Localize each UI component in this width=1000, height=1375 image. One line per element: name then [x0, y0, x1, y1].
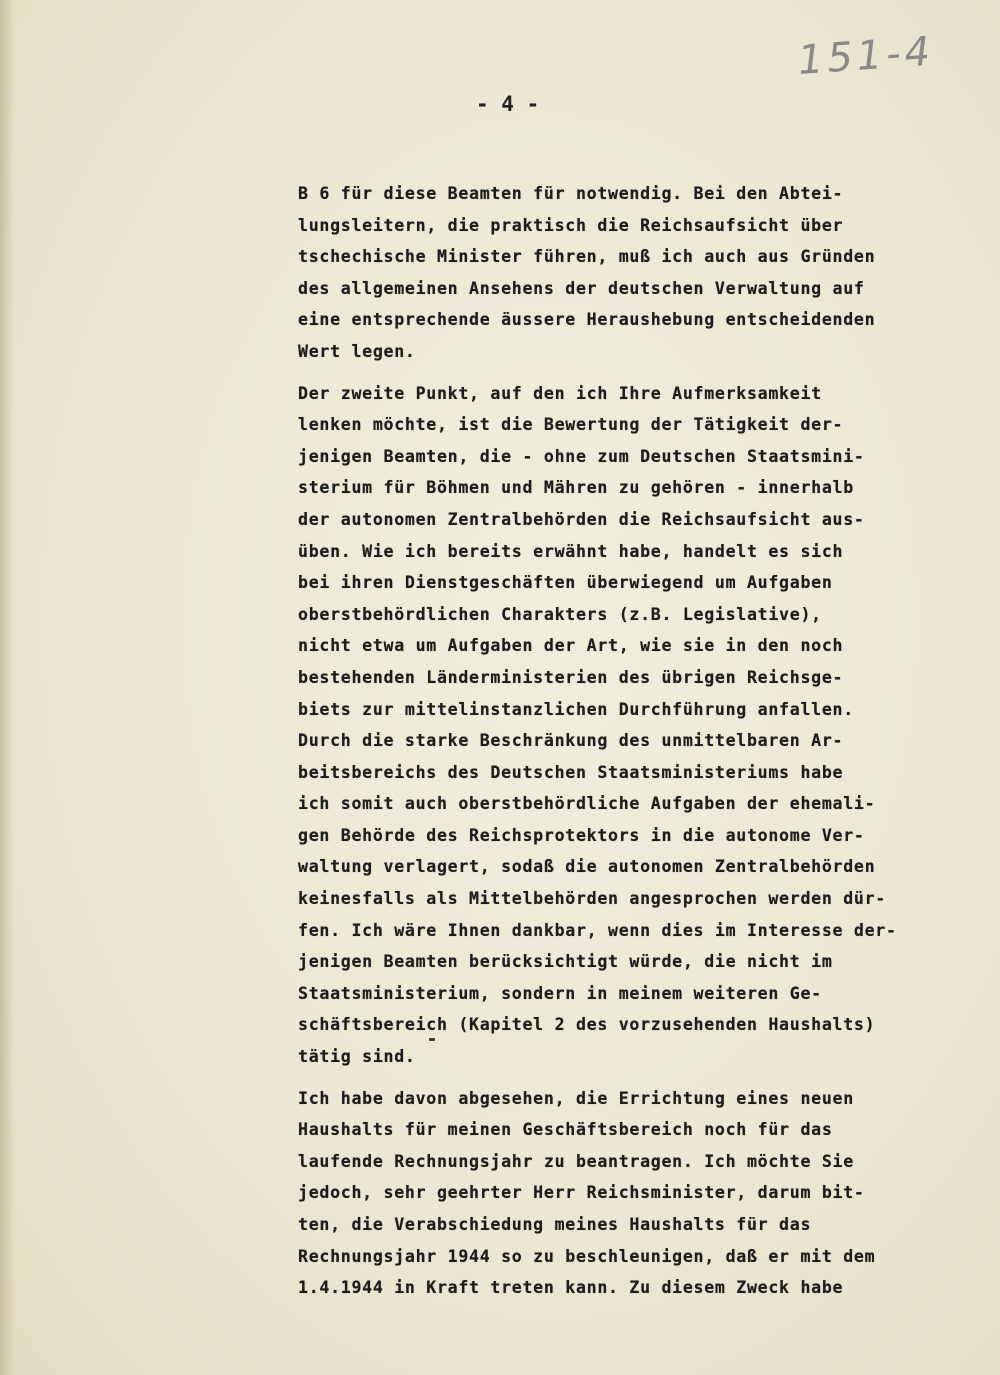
text-line: keinesfalls als Mittelbehörden angesprochen werden dür- — [298, 889, 886, 909]
text-line: der autonomen Zentralbehörden die Reichsaufsicht aus- — [298, 509, 865, 529]
text-line: Staatsministerium, sondern in meinem weiteren Ge- — [298, 983, 822, 1003]
text-line: beitsbereichs des Deutschen Staatsministeriums habe — [298, 762, 844, 782]
text-line: jedoch, sehr geehrter Herr Reichsminister, darum bit- — [298, 1183, 865, 1203]
text-line: Wert legen. — [298, 341, 416, 361]
text-line: sterium für Böhmen und Mähren zu gehören - innerhalb — [298, 478, 854, 498]
ink-mark — [429, 1038, 435, 1041]
text-line: waltung verlagert, sodaß die autonomen Zentralbehörden — [298, 857, 876, 877]
text-line: eine entsprechende äussere Heraushebung entscheidenden — [298, 310, 876, 330]
text-line: nicht etwa um Aufgaben der Art, wie sie in den noch — [298, 636, 844, 656]
text-line: 1.4.1944 in Kraft treten kann. Zu diesem Zweck habe — [298, 1278, 844, 1298]
text-line: bei ihren Dienstgeschäften überwiegend um Aufgaben — [298, 573, 833, 593]
page-number: - 4 - — [476, 92, 540, 116]
paragraph-spacer — [298, 1073, 978, 1083]
text-line: Rechnungsjahr 1944 so zu beschleunigen, daß er mit dem — [298, 1246, 876, 1266]
text-line: tschechische Minister führen, muß ich auch aus Gründen — [298, 247, 876, 267]
paragraph-2 — [298, 378, 978, 1073]
text-line: B 6 für diese Beamten für notwendig. Bei den Abtei- — [298, 184, 844, 203]
text-line: schäftsbereich (Kapitel 2 des vorzusehenden Haushalts) — [298, 1015, 876, 1035]
paragraph-1 — [298, 178, 978, 368]
text-line: fen. Ich wäre Ihnen dankbar, wenn dies im Interesse der- — [298, 920, 897, 940]
text-line: Durch die starke Beschränkung des unmittelbaren Ar- — [298, 731, 844, 751]
text-line: laufende Rechnungsjahr zu beantragen. Ich möchte Sie — [298, 1151, 854, 1171]
paragraph-3 — [298, 1083, 978, 1304]
text-line: üben. Wie ich bereits erwähnt habe, handelt es sich — [298, 541, 844, 561]
text-line: ich somit auch oberstbehördliche Aufgaben der ehemali- — [298, 794, 876, 814]
text-line: lungsleitern, die praktisch die Reichsaufsicht über — [298, 215, 844, 235]
text-line: jenigen Beamten berücksichtigt würde, die nicht im — [298, 952, 833, 972]
letter-body — [298, 178, 978, 1304]
text-line: Ich habe davon abgesehen, die Errichtung eines neuen — [298, 1088, 854, 1108]
paragraph-spacer — [298, 368, 978, 378]
text-line: biets zur mittelinstanzlichen Durchführung anfallen. — [298, 699, 854, 719]
text-line: des allgemeinen Ansehens der deutschen Verwaltung auf — [298, 278, 865, 298]
text-line: jenigen Beamten, die - ohne zum Deutschen Staatsmini- — [298, 446, 865, 466]
text-line: tätig sind. — [298, 1047, 416, 1067]
text-line: lenken möchte, ist die Bewertung der Tätigkeit der- — [298, 415, 844, 435]
text-line: gen Behörde des Reichsprotektors in die autonome Ver- — [298, 825, 865, 845]
text-line: ten, die Verabschiedung meines Haushalts für das — [298, 1215, 812, 1234]
text-line: Haushalts für meinen Geschäftsbereich noch für das — [298, 1120, 833, 1140]
text-line: oberstbehördlichen Charakters (z.B. Legislative), — [298, 604, 822, 624]
text-line: Der zweite Punkt, auf den ich Ihre Aufmerksamkeit — [298, 383, 822, 403]
paper-edge-shadow — [0, 0, 14, 1375]
text-line: bestehenden Länderministerien des übrigen Reichsge- — [298, 667, 844, 687]
handwritten-page-reference: 151-4 — [796, 28, 936, 84]
